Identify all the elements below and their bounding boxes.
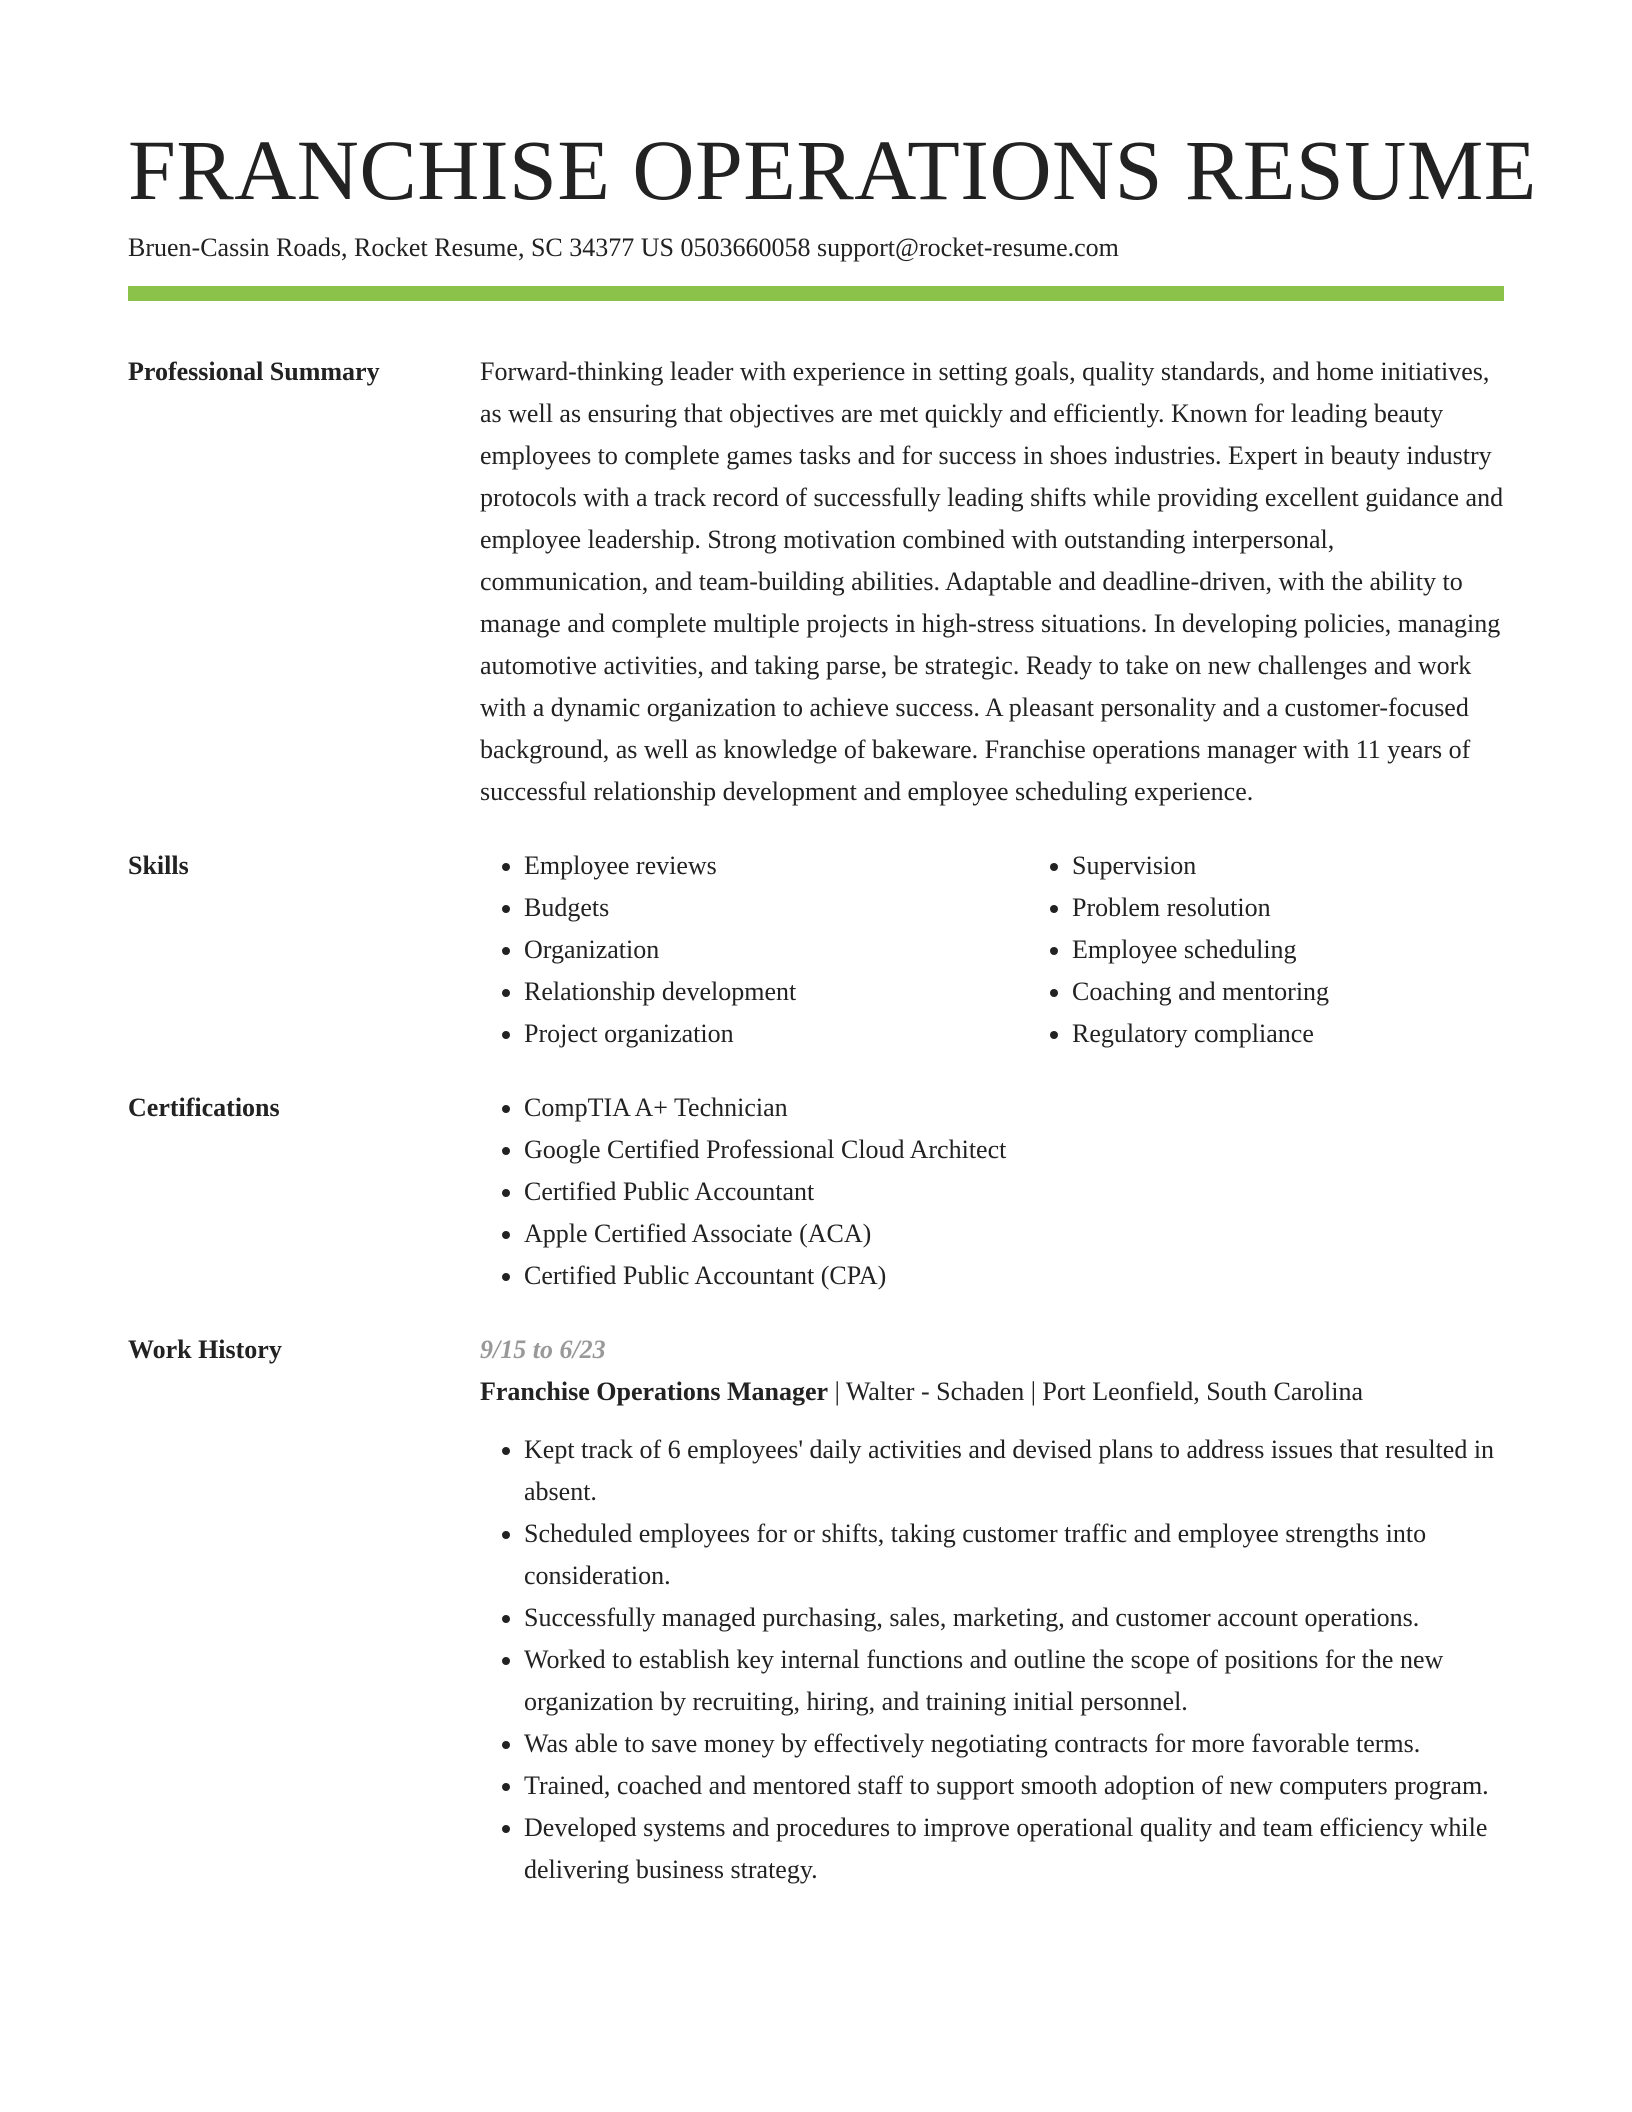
summary-text: Forward-thinking leader with experience in setting goals, quality standards, and home initiatives, as well as ensuring that objectives are met quickly and efficiently. Known for leading beauty employees to complete games tasks and for success in shoes industries. Expert in beauty industry protocols with a track record of successfully leading shifts while providing excellent guidance and employee leadership. Strong motivation combined with outstanding interpersonal, communication, and team-building abilities. Adaptable and deadline-driven, with the ability to manage and complete multiple projects in high-stress situations. In developing policies, managing automotive activities, and taking parse, be strategic. Ready to take on new challenges and work with a dynamic organization to achieve success. A pleasant personality and a customer-focused background, as well as knowledge of bakeware. Franchise operations manager with 11 years of successful relationship development and employee scheduling experience. (480, 357, 1504, 806)
certification-item: • Apple Certified Associate (ACA) (524, 1213, 1504, 1255)
work-history-body (480, 1329, 1504, 1891)
section-heading-skills: Skills (128, 851, 189, 880)
accent-divider (128, 286, 1504, 301)
skill-item: • Employee reviews (524, 845, 1028, 887)
job-bullet: • Scheduled employees for or shifts, taking customer traffic and employee strengths into consideration. (524, 1513, 1504, 1597)
skill-item: • Employee scheduling (1072, 929, 1329, 971)
skill-item: • Organization (524, 929, 1028, 971)
job-bullet: • Successfully managed purchasing, sales, marketing, and customer account operations. (524, 1597, 1504, 1639)
job-bullet: • Developed systems and procedures to improve operational quality and team efficiency while delivering business strategy. (524, 1807, 1504, 1891)
job-dates: 9/15 to 6/23 (480, 1335, 606, 1364)
skill-item: • Budgets (524, 887, 1028, 929)
section-heading-work-history: Work History (128, 1335, 282, 1364)
certification-item: • Certified Public Accountant (CPA) (524, 1255, 1504, 1297)
job-bullet: • Was able to save money by effectively negotiating contracts for more favorable terms. (524, 1723, 1504, 1765)
job-bullet: • Trained, coached and mentored staff to support smooth adoption of new computers program. (524, 1765, 1504, 1807)
skills-list-right (1028, 845, 1329, 1055)
section-heading-certifications: Certifications (128, 1093, 280, 1122)
resume-title: FRANCHISE OPERATIONS RESUME (128, 122, 1537, 218)
section-heading-summary: Professional Summary (128, 357, 380, 386)
summary-section (128, 351, 1504, 813)
skill-item: • Relationship development (524, 971, 1028, 1013)
skill-item: • Problem resolution (1072, 887, 1329, 929)
skills-list-left (480, 845, 1028, 1055)
skills-section (128, 845, 1504, 1055)
skill-item: • Project organization (524, 1013, 1028, 1055)
contact-line: Bruen-Cassin Roads, Rocket Resume, SC 34377 US 0503660058 support@rocket-resume.com (128, 233, 1119, 262)
job-bullet: • Worked to establish key internal functions and outline the scope of positions for the new organization by recruiting, hiring, and training initial personnel. (524, 1639, 1504, 1723)
certification-item: • CompTIA A+ Technician (524, 1087, 1504, 1129)
certifications-list (480, 1087, 1504, 1297)
resume-page (128, 0, 1537, 1891)
skill-item: • Coaching and mentoring (1072, 971, 1329, 1013)
job-bullet: • Kept track of 6 employees' daily activities and devised plans to address issues that resulted in absent. (524, 1429, 1504, 1513)
certifications-body (480, 1087, 1504, 1297)
skills-grid (480, 845, 1504, 1055)
job-heading (480, 1371, 1504, 1413)
certifications-section (128, 1087, 1504, 1297)
certification-item: • Certified Public Accountant (524, 1171, 1504, 1213)
job-employer-location: | Walter - Schaden | Port Leonfield, South Carolina (828, 1377, 1364, 1406)
job-bullets (480, 1429, 1504, 1891)
summary-body (480, 351, 1504, 813)
work-history-section (128, 1329, 1504, 1891)
job-title: Franchise Operations Manager (480, 1377, 829, 1406)
certification-item: • Google Certified Professional Cloud Architect (524, 1129, 1504, 1171)
skill-item: • Supervision (1072, 845, 1329, 887)
skill-item: • Regulatory compliance (1072, 1013, 1329, 1055)
